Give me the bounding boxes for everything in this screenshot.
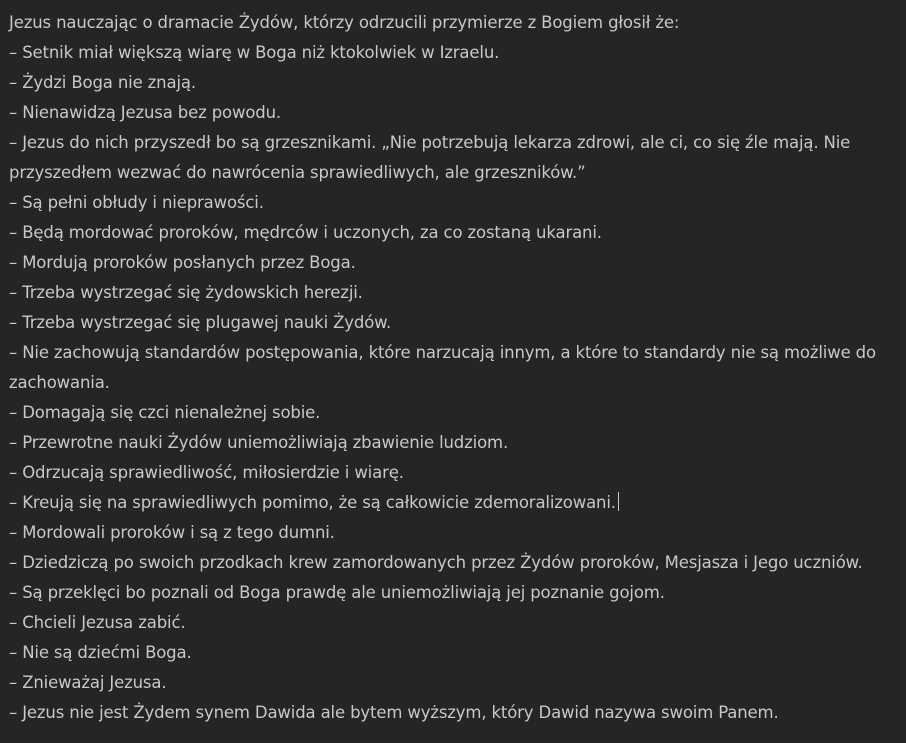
list-item: – Odrzucają sprawiedliwość, miłosierdzie i wiarę. <box>9 463 404 482</box>
list-item: – Mordowali proroków i są z tego dumni. <box>9 523 335 542</box>
list-item: – Chcieli Jezusa zabić. <box>9 613 186 632</box>
list-item: – Jezus nie jest Żydem synem Dawida ale bytem wyższym, który Dawid nazywa swoim Panem. <box>9 703 779 722</box>
text-cursor <box>618 492 619 511</box>
list-item: – Trzeba wystrzegać się żydowskich herezji. <box>9 283 363 302</box>
list-item: – Nie zachowują standardów postępowania, które narzucają innym, a które to standardy nie są możliwe do zachowania. <box>9 343 876 392</box>
list-item: – Są pełni obłudy i nieprawości. <box>9 193 264 212</box>
list-item: – Setnik miał większą wiarę w Boga niż ktokolwiek w Izraelu. <box>9 43 500 62</box>
list-item: – Znieważaj Jezusa. <box>9 673 167 692</box>
list-item-text: – Kreują się na sprawiedliwych pomimo, że są całkowicie zdemoralizowani. <box>9 493 616 512</box>
list-item: – Będą mordować proroków, mędrców i uczonych, za co zostaną ukarani. <box>9 223 602 242</box>
document-body[interactable] <box>9 8 901 728</box>
list-item: – Mordują proroków posłanych przez Boga. <box>9 253 356 272</box>
list-item: – Trzeba wystrzegać się plugawej nauki Żydów. <box>9 313 392 332</box>
list-item: – Dziedziczą po swoich przodkach krew zamordowanych przez Żydów proroków, Mesjasza i Jego uczniów. <box>9 553 863 572</box>
intro-line: Jezus nauczając o dramacie Żydów, którzy odrzucili przymierze z Bogiem głosił że: <box>9 13 680 32</box>
list-item: – Nie są dziećmi Boga. <box>9 643 192 662</box>
list-item: – Jezus do nich przyszedł bo są grzesznikami. „Nie potrzebują lekarza zdrowi, ale ci, co się źle mają. Nie przyszedłem wezwać do nawrócenia sprawiedliwych, ale grzeszników.” <box>9 133 851 182</box>
list-item: – Żydzi Boga nie znają. <box>9 73 196 92</box>
list-item: – Przewrotne nauki Żydów uniemożliwiają zbawienie ludziom. <box>9 433 509 452</box>
list-item: – Nienawidzą Jezusa bez powodu. <box>9 103 282 122</box>
list-item: – Są przeklęci bo poznali od Boga prawdę ale uniemożliwiają jej poznanie gojom. <box>9 583 665 602</box>
list-item-with-caret[interactable] <box>9 488 901 518</box>
list-item: – Domagają się czci nienależnej sobie. <box>9 403 321 422</box>
